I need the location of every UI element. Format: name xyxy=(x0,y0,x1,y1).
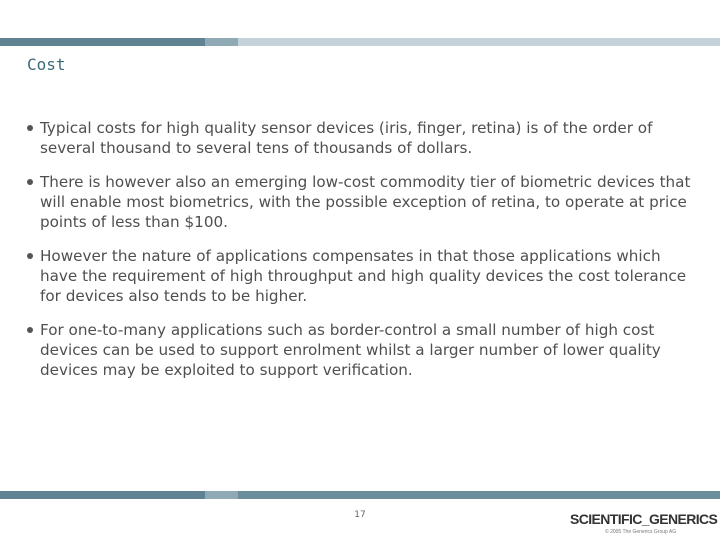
bottom-bar-segment-right xyxy=(238,491,720,499)
bullet-text: Typical costs for high quality sensor devices (iris, finger, retina) is of the order of several thousand to several tens of thousands of dollars. xyxy=(40,119,653,157)
bullet-list xyxy=(27,118,699,394)
slide-title: Cost xyxy=(27,55,66,74)
top-accent-bar xyxy=(0,38,720,46)
bottom-accent-bar xyxy=(0,491,720,499)
bullet-dot-icon xyxy=(27,327,33,333)
bullet-dot-icon xyxy=(27,125,33,131)
top-bar-segment-light xyxy=(238,38,720,46)
bullet-text: For one-to-many applications such as border-control a small number of high cost devices can be used to support enrolment whilst a larger number of lower quality devices may be exploited to support verification. xyxy=(40,321,661,379)
page-number: 17 xyxy=(354,510,366,520)
bullet-item xyxy=(27,320,699,380)
bullet-item xyxy=(27,246,699,306)
bullet-item xyxy=(27,118,699,158)
bullet-dot-icon xyxy=(27,179,33,185)
bottom-bar-segment-mid xyxy=(205,491,238,499)
bullet-dot-icon xyxy=(27,253,33,259)
company-logo: SCIENTIFIC_GENERICS xyxy=(570,511,718,527)
bottom-bar-segment-dark xyxy=(0,491,205,499)
bullet-item xyxy=(27,172,699,232)
top-bar-segment-dark xyxy=(0,38,205,46)
copyright-notice: © 2005 The Generics Group AG xyxy=(605,529,677,535)
top-bar-segment-mid xyxy=(205,38,238,46)
bullet-text: There is however also an emerging low-cost commodity tier of biometric devices that will enable most biometrics, with the possible exception of retina, to operate at price points of less than $100. xyxy=(40,173,691,231)
bullet-text: However the nature of applications compensates in that those applications which have the requirement of high throughput and high quality devices the cost tolerance for devices also tends to be higher. xyxy=(40,247,687,305)
